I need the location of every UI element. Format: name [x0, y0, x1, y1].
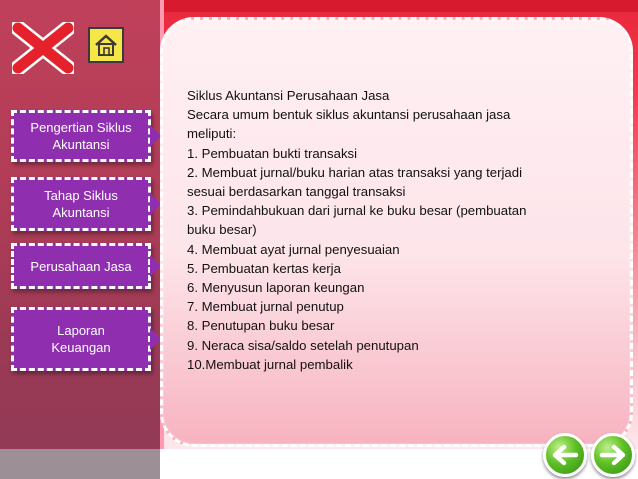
content-line: Secara umum bentuk siklus akuntansi perusahaan jasa	[187, 107, 511, 123]
arrow-left-icon	[550, 443, 580, 467]
content-line: buku besar)	[187, 222, 257, 238]
content-line: 9. Neraca sisa/saldo setelah penutupan	[187, 337, 419, 353]
content-line: sesuai berdasarkan tanggal transaksi	[187, 184, 406, 200]
content-line: 5. Pembuatan kertas kerja	[187, 260, 341, 276]
content-line: 4. Membuat ayat jurnal penyesuaian	[187, 241, 400, 257]
home-icon	[93, 33, 119, 57]
content-title: Siklus Akuntansi Perusahaan Jasa	[187, 88, 390, 103]
content-line: 10.Membuat jurnal pembalik	[187, 356, 353, 372]
prev-button[interactable]	[543, 433, 587, 477]
sidebar-item-label: Pengertian Siklus Akuntansi	[30, 120, 132, 152]
close-x-icon[interactable]	[12, 22, 74, 74]
content-line: 7. Membuat jurnal penutup	[187, 299, 344, 315]
sidebar-item-tahap[interactable]	[11, 177, 151, 231]
arrow-right-icon	[598, 443, 628, 467]
sidebar-item-pengertian[interactable]	[11, 110, 151, 162]
next-button[interactable]	[591, 433, 635, 477]
sidebar-item-perusahaan-jasa[interactable]	[11, 243, 151, 289]
content-line: 6. Menyusun laporan keungan	[187, 280, 365, 296]
content-line: 3. Pemindahbukuan dari jurnal ke buku besar (pembuatan	[187, 203, 527, 219]
content-text	[187, 86, 607, 374]
sidebar-item-label: Perusahaan Jasa	[30, 258, 132, 274]
home-button[interactable]	[88, 27, 124, 63]
sidebar-item-label: Laporan Keuangan	[51, 323, 111, 355]
sidebar-item-label: Tahap Siklus Akuntansi	[44, 188, 118, 220]
content-line: 8. Penutupan buku besar	[187, 318, 335, 334]
content-line: 1. Pembuatan bukti transaksi	[187, 145, 358, 161]
content-line: 2. Membuat jurnal/buku harian atas transaksi yang terjadi	[187, 164, 522, 180]
content-line: meliputi:	[187, 126, 237, 142]
bottom-left-bar	[0, 449, 160, 479]
sidebar-item-laporan-keuangan[interactable]	[11, 307, 151, 371]
top-band	[164, 0, 638, 12]
